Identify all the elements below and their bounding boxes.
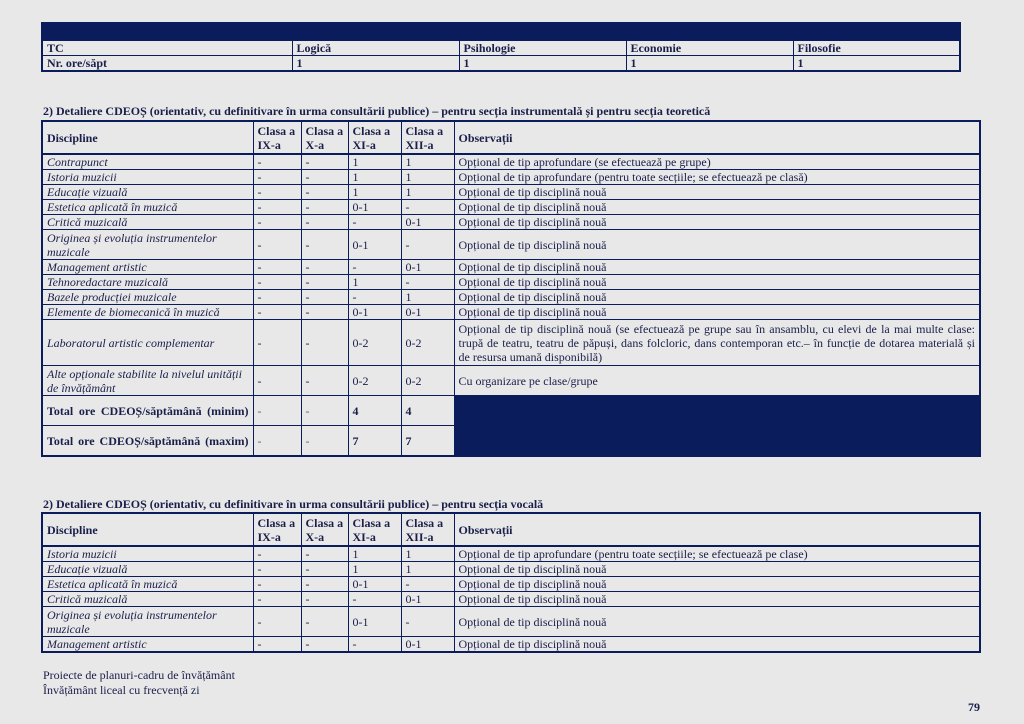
table-row (42, 562, 980, 577)
total-label-cell: Total ore CDEOȘ/săptămână (maxim) (42, 426, 253, 457)
value-cell: 0-1 (348, 230, 401, 260)
value-cell: - (348, 592, 401, 607)
total-value-cell: 4 (401, 396, 454, 426)
observation-cell: Opțional de tip disciplină nouă (454, 577, 980, 592)
total-value-cell: - (253, 426, 301, 457)
observation-cell: Opțional de tip disciplină nouă (454, 607, 980, 637)
observation-cell: Opțional de tip aprofundare (pentru toate secțiile; se efectuează pe clasă) (454, 170, 980, 185)
observation-cell: Opțional de tip aprofundare (se efectuează pe grupe) (454, 154, 980, 170)
table-row (42, 260, 980, 275)
value-cell: 0-2 (348, 366, 401, 396)
tc-table-header-row (42, 41, 960, 56)
value-cell: - (301, 320, 348, 366)
table-row (42, 215, 980, 230)
value-cell: - (301, 154, 348, 170)
discipline-cell: Elemente de biomecanică în muzică (42, 305, 253, 320)
tc-hours-row (42, 56, 960, 72)
discipline-cell: Istoria muzicii (42, 546, 253, 562)
value-cell: - (301, 275, 348, 290)
value-cell: - (401, 607, 454, 637)
col-header: Clasa a IX-a (253, 513, 301, 546)
table-row (42, 230, 980, 260)
total-value-cell: - (301, 396, 348, 426)
observation-cell: Opțional de tip disciplină nouă (454, 230, 980, 260)
table-row (42, 546, 980, 562)
value-cell: - (348, 260, 401, 275)
tc-hours-cell: Nr. ore/săpt (42, 56, 292, 72)
col-header: Clasa a X-a (301, 513, 348, 546)
tc-header-cell: Logică (292, 41, 459, 56)
value-cell: - (301, 170, 348, 185)
value-cell: 1 (348, 154, 401, 170)
table-row (42, 320, 980, 366)
discipline-cell: Istoria muzicii (42, 170, 253, 185)
value-cell: - (253, 562, 301, 577)
discipline-cell: Originea și evoluția instrumentelor muzicale (42, 607, 253, 637)
observation-cell: Opțional de tip disciplină nouă (454, 592, 980, 607)
observation-cell: Opțional de tip disciplină nouă (454, 637, 980, 653)
value-cell: - (301, 366, 348, 396)
section2-title: 2) Detaliere CDEOȘ (orientativ, cu definitivare în urma consultării publice) – pentru secția vocală (43, 497, 544, 511)
value-cell: - (253, 592, 301, 607)
value-cell: 0-1 (348, 200, 401, 215)
value-cell: - (253, 154, 301, 170)
observation-cell: Opțional de tip disciplină nouă (454, 260, 980, 275)
value-cell: - (348, 215, 401, 230)
total-fill-cell (454, 426, 980, 457)
value-cell: 0-1 (348, 607, 401, 637)
value-cell: - (301, 200, 348, 215)
tc-header-cell: TC (42, 41, 292, 56)
cdeos-vocal-table (41, 512, 981, 653)
discipline-cell: Tehnoredactare muzicală (42, 275, 253, 290)
table-row (42, 170, 980, 185)
value-cell: 0-1 (348, 305, 401, 320)
value-cell: 1 (348, 562, 401, 577)
value-cell: - (253, 215, 301, 230)
tc-table-band (42, 23, 960, 41)
observation-cell: Opțional de tip disciplină nouă (454, 290, 980, 305)
value-cell: 1 (348, 546, 401, 562)
discipline-cell: Estetica aplicată în muzică (42, 577, 253, 592)
table-row (42, 592, 980, 607)
value-cell: - (253, 275, 301, 290)
tc-header-cell: Psihologie (459, 41, 626, 56)
value-cell: - (301, 637, 348, 653)
discipline-cell: Critică muzicală (42, 592, 253, 607)
table-row (42, 185, 980, 200)
table-row (42, 607, 980, 637)
cdeos-instrumental-table (41, 120, 981, 457)
tc-hours-cell: 1 (793, 56, 960, 72)
tc-header-cell: Economie (626, 41, 793, 56)
value-cell: 0-2 (401, 366, 454, 396)
tc-hours-cell: 1 (292, 56, 459, 72)
value-cell: - (253, 260, 301, 275)
discipline-cell: Management artistic (42, 637, 253, 653)
table-row (42, 637, 980, 653)
col-header: Clasa a XII-a (401, 121, 454, 154)
footer-line-1: Proiecte de planuri-cadru de învățământ (43, 668, 235, 682)
value-cell: - (301, 185, 348, 200)
value-cell: - (253, 546, 301, 562)
table-row (42, 577, 980, 592)
observation-cell: Opțional de tip disciplină nouă (454, 185, 980, 200)
value-cell: 1 (348, 170, 401, 185)
value-cell: - (348, 290, 401, 305)
value-cell: 1 (348, 275, 401, 290)
value-cell: - (401, 275, 454, 290)
col-header: Observații (454, 513, 980, 546)
col-header: Discipline (42, 121, 253, 154)
discipline-cell: Management artistic (42, 260, 253, 275)
value-cell: - (253, 320, 301, 366)
total-value-cell: 7 (348, 426, 401, 457)
discipline-cell: Laboratorul artistic complementar (42, 320, 253, 366)
value-cell: 0-1 (401, 260, 454, 275)
total-value-cell: - (253, 396, 301, 426)
discipline-cell: Contrapunct (42, 154, 253, 170)
value-cell: 1 (348, 185, 401, 200)
discipline-cell: Critică muzicală (42, 215, 253, 230)
table-row (42, 366, 980, 396)
observation-cell: Opțional de tip disciplină nouă (454, 562, 980, 577)
col-header: Discipline (42, 513, 253, 546)
value-cell: 0-1 (401, 592, 454, 607)
table-header-row (42, 513, 980, 546)
value-cell: - (301, 305, 348, 320)
value-cell: 0-1 (401, 637, 454, 653)
table-row (42, 275, 980, 290)
value-cell: - (301, 260, 348, 275)
value-cell: - (301, 592, 348, 607)
value-cell: - (253, 200, 301, 215)
value-cell: - (301, 290, 348, 305)
col-header: Clasa a XII-a (401, 513, 454, 546)
discipline-cell: Educație vizuală (42, 562, 253, 577)
col-header: Clasa a X-a (301, 121, 348, 154)
value-cell: 1 (401, 185, 454, 200)
total-value-cell: 4 (348, 396, 401, 426)
value-cell: - (253, 637, 301, 653)
col-header: Clasa a IX-a (253, 121, 301, 154)
value-cell: - (301, 230, 348, 260)
value-cell: - (253, 577, 301, 592)
total-value-cell: - (301, 426, 348, 457)
table-row (42, 200, 980, 215)
observation-cell: Opțional de tip disciplină nouă (454, 215, 980, 230)
footer-line-2: Învățământ liceal cu frecvență zi (43, 683, 200, 697)
page-number: 79 (968, 700, 980, 714)
value-cell: - (401, 230, 454, 260)
value-cell: - (301, 215, 348, 230)
value-cell: - (301, 607, 348, 637)
section1-title: 2) Detaliere CDEOȘ (orientativ, cu definitivare în urma consultării publice) – pentru secția instrumentală și pentru secția teoretică (43, 104, 711, 118)
table-row (42, 305, 980, 320)
table-header-row (42, 121, 980, 154)
observation-cell: Opțional de tip disciplină nouă (454, 275, 980, 290)
value-cell: 1 (401, 170, 454, 185)
tc-hours-table (41, 22, 961, 72)
tc-hours-cell: 1 (626, 56, 793, 72)
value-cell: 1 (401, 546, 454, 562)
observation-cell: Opțional de tip aprofundare (pentru toate secțiile; se efectuează pe clase) (454, 546, 980, 562)
value-cell: 1 (401, 290, 454, 305)
table-row (42, 154, 980, 170)
discipline-cell: Originea și evoluția instrumentelor muzicale (42, 230, 253, 260)
discipline-cell: Educație vizuală (42, 185, 253, 200)
value-cell: 0-2 (348, 320, 401, 366)
value-cell: - (401, 577, 454, 592)
value-cell: - (253, 607, 301, 637)
tc-hours-cell: 1 (459, 56, 626, 72)
total-max-row (42, 426, 980, 457)
total-value-cell: 7 (401, 426, 454, 457)
col-header: Clasa a XI-a (348, 513, 401, 546)
observation-cell: Opțional de tip disciplină nouă (454, 200, 980, 215)
value-cell: 1 (401, 562, 454, 577)
table-row (42, 290, 980, 305)
observation-cell: Opțional de tip disciplină nouă (se efectuează pe grupe sau în ansamblu, cu elevi de la mai multe clase: trupă de teatru, teatru de păpuși, dans folcloric, dans contemporan etc.– în funcție de dotarea materială și de resursa umană disponibilă) (454, 320, 980, 366)
value-cell: 0-1 (401, 215, 454, 230)
discipline-cell: Alte opționale stabilite la nivelul unității de învățământ (42, 366, 253, 396)
discipline-cell: Bazele producției muzicale (42, 290, 253, 305)
col-header: Observații (454, 121, 980, 154)
value-cell: - (401, 200, 454, 215)
value-cell: 0-1 (401, 305, 454, 320)
discipline-cell: Estetica aplicată în muzică (42, 200, 253, 215)
col-header: Clasa a XI-a (348, 121, 401, 154)
value-cell: 1 (401, 154, 454, 170)
value-cell: - (301, 562, 348, 577)
value-cell: - (301, 546, 348, 562)
value-cell: - (253, 230, 301, 260)
value-cell: - (253, 366, 301, 396)
value-cell: - (301, 577, 348, 592)
total-fill-cell (454, 396, 980, 426)
observation-cell: Cu organizare pe clase/grupe (454, 366, 980, 396)
total-min-row (42, 396, 980, 426)
total-label-cell: Total ore CDEOȘ/săptămână (minim) (42, 396, 253, 426)
observation-cell: Opțional de tip disciplină nouă (454, 305, 980, 320)
value-cell: 0-2 (401, 320, 454, 366)
value-cell: - (253, 170, 301, 185)
value-cell: 0-1 (348, 577, 401, 592)
value-cell: - (253, 290, 301, 305)
value-cell: - (253, 305, 301, 320)
tc-header-cell: Filosofie (793, 41, 960, 56)
value-cell: - (253, 185, 301, 200)
value-cell: - (348, 637, 401, 653)
